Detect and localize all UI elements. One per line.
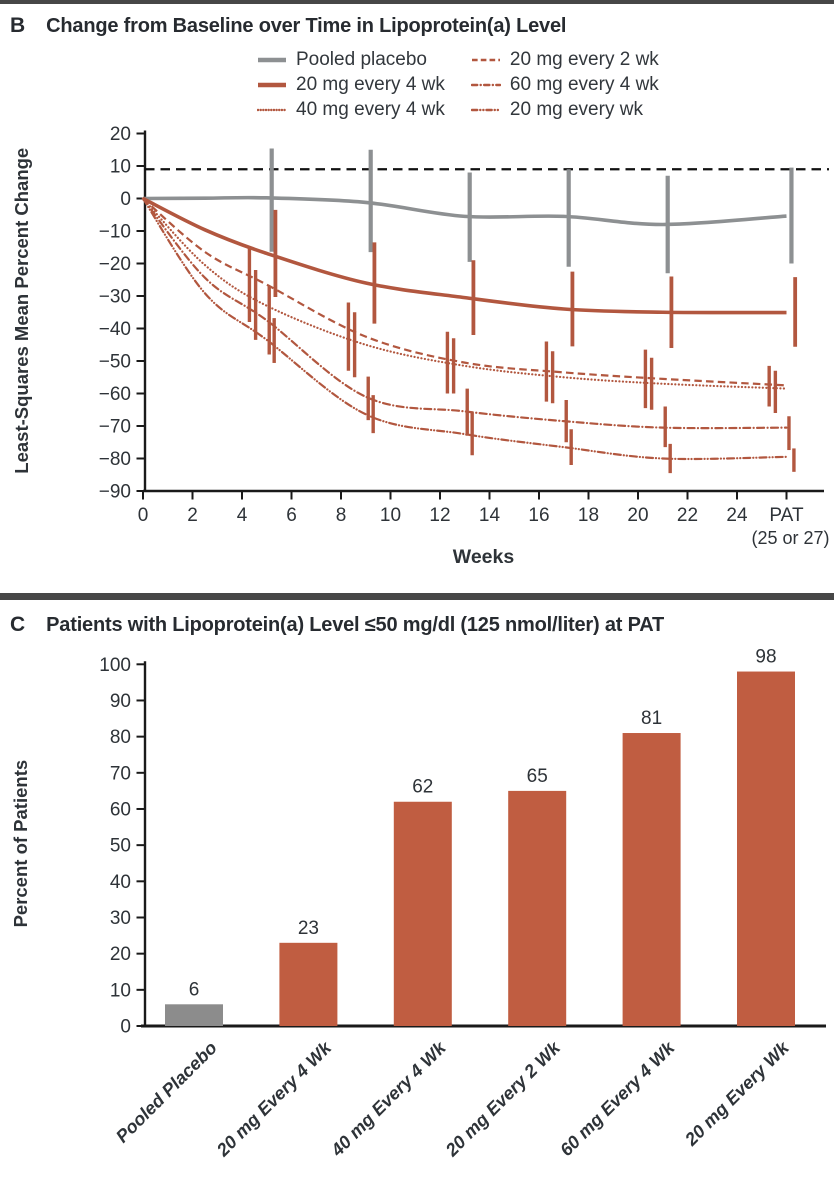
c-y-tick-label: 20 [109, 944, 131, 966]
c-category-label: 60 mg Every 4 Wk [556, 1037, 679, 1161]
c-bar-20-mg-every-2-wk [508, 791, 566, 1026]
legend-label: 20 mg every wk [509, 98, 643, 120]
c-bar-value-label: 23 [297, 917, 319, 939]
b-y-tick-label: 10 [109, 156, 131, 178]
b-x-tick-label: 4 [236, 505, 248, 526]
c-y-tick-label: 90 [109, 690, 131, 712]
legend-swatch-dashdotdot-icon [471, 105, 501, 115]
c-category-label: 20 mg Every Wk [681, 1037, 793, 1150]
b-y-tick-label: −40 [98, 319, 131, 340]
legend-item-20-mg-every-2-wk [471, 47, 659, 72]
c-bar-value-label: 81 [641, 708, 663, 730]
b-x-tick-label: 10 [379, 505, 402, 526]
b-y-tick-label: −10 [98, 221, 131, 243]
legend [257, 47, 659, 122]
c-bar-60-mg-every-4-wk [623, 733, 681, 1026]
legend-item-60-mg-every-4-wk [471, 72, 659, 97]
c-bar-40-mg-every-4-wk [394, 802, 452, 1026]
c-y-tick-label: 0 [120, 1016, 131, 1038]
b-x-tick-label: 2 [187, 505, 198, 526]
panel-b-title: Change from Baseline over Time in Lipoprotein(a) Level [46, 15, 567, 37]
c-y-tick-label: 40 [109, 871, 131, 893]
b-y-tick-label: −50 [98, 351, 131, 373]
legend-label: Pooled placebo [296, 48, 427, 70]
b-x-tick-label: 24 [726, 505, 748, 526]
legend-item-pooled-placebo [257, 47, 445, 72]
b-x-tick-label: 16 [528, 505, 550, 526]
b-y-axis-label: Least-Squares Mean Percent Change [11, 147, 32, 474]
b-series-line-20-mg-every-wk [143, 199, 787, 459]
c-category-label: 40 mg Every 4 Wk [327, 1037, 450, 1161]
c-bar-value-label: 65 [526, 765, 548, 787]
b-x-tick-label: 12 [429, 505, 451, 526]
c-y-tick-label: 100 [99, 654, 131, 676]
panel-c-header [10, 613, 664, 637]
b-x-tick-label: 22 [676, 505, 699, 526]
c-bar-value-label: 62 [412, 776, 434, 798]
c-y-tick-label: 60 [109, 799, 131, 821]
panel-c-letter: C [10, 613, 26, 636]
b-y-tick-label: 0 [120, 189, 131, 210]
b-x-tick-label: 8 [335, 505, 347, 526]
legend-swatch-dashdot-icon [471, 80, 501, 90]
section-divider [0, 593, 834, 600]
c-y-tick-label: 10 [109, 980, 131, 1002]
c-category-label: 20 mg Every 2 Wk [441, 1037, 565, 1161]
b-y-tick-label: −70 [98, 416, 131, 438]
legend-item-20-mg-every-4-wk [257, 72, 445, 97]
c-y-tick-label: 70 [109, 763, 131, 785]
legend-swatch-solid-icon [257, 80, 287, 90]
c-y-tick-label: 80 [109, 727, 131, 749]
legend-label: 20 mg every 2 wk [509, 48, 659, 70]
panel-b-letter: B [10, 14, 26, 37]
c-bar-value-label: 6 [188, 979, 200, 1001]
legend-label: 40 mg every 4 wk [296, 98, 445, 120]
b-series-line-pooled-placebo [143, 198, 787, 225]
b-y-tick-label: 20 [109, 124, 131, 145]
panel-c-chart [0, 645, 834, 1199]
c-y-axis-label: Percent of Patients [10, 759, 31, 928]
b-y-tick-label: −30 [98, 286, 131, 308]
c-bar-20-mg-every-wk [737, 672, 795, 1026]
c-y-tick-label: 30 [109, 907, 131, 929]
legend-label: 20 mg every 4 wk [296, 73, 445, 95]
b-pat-sublabel: (25 or 27) [751, 528, 830, 548]
b-y-tick-label: −20 [98, 254, 131, 275]
panel-b-header [10, 14, 566, 38]
b-x-tick-label: 20 [627, 505, 649, 526]
b-x-tick-label: 18 [577, 505, 600, 526]
b-series-line-40-mg-every-4-wk [143, 199, 787, 389]
b-axes [99, 124, 830, 548]
c-category-label: Pooled Placebo [111, 1037, 221, 1147]
c-bar-value-label: 98 [755, 646, 777, 668]
b-y-tick-label: −80 [98, 449, 131, 470]
legend-swatch-dotted-icon [257, 105, 287, 115]
b-x-tick-label: 6 [286, 505, 297, 526]
top-divider [0, 0, 834, 4]
panel-c-title: Patients with Lipoprotein(a) Level ≤50 mg/dl (125 nmol/liter) at PAT [46, 614, 665, 636]
b-x-tick-label: 14 [478, 505, 501, 526]
b-y-tick-label: −90 [98, 481, 131, 503]
b-series-line-20-mg-every-2-wk [143, 199, 787, 386]
legend-label: 60 mg every 4 wk [509, 73, 659, 95]
b-x-axis-label: Weeks [452, 546, 515, 568]
panel-b-chart [0, 118, 834, 580]
c-bar-20-mg-every-4-wk [279, 943, 337, 1026]
c-y-tick-label: 50 [109, 835, 131, 857]
c-bar-pooled-placebo [165, 1004, 223, 1026]
c-axes [99, 655, 826, 1038]
b-y-tick-label: −60 [98, 384, 131, 405]
b-x-tick-label: 0 [137, 505, 149, 526]
legend-swatch-solid-icon [257, 55, 287, 65]
c-category-label: 20 mg Every 4 Wk [212, 1037, 336, 1161]
b-pat-label: PAT [769, 505, 804, 526]
legend-swatch-dashed-icon [471, 55, 501, 65]
